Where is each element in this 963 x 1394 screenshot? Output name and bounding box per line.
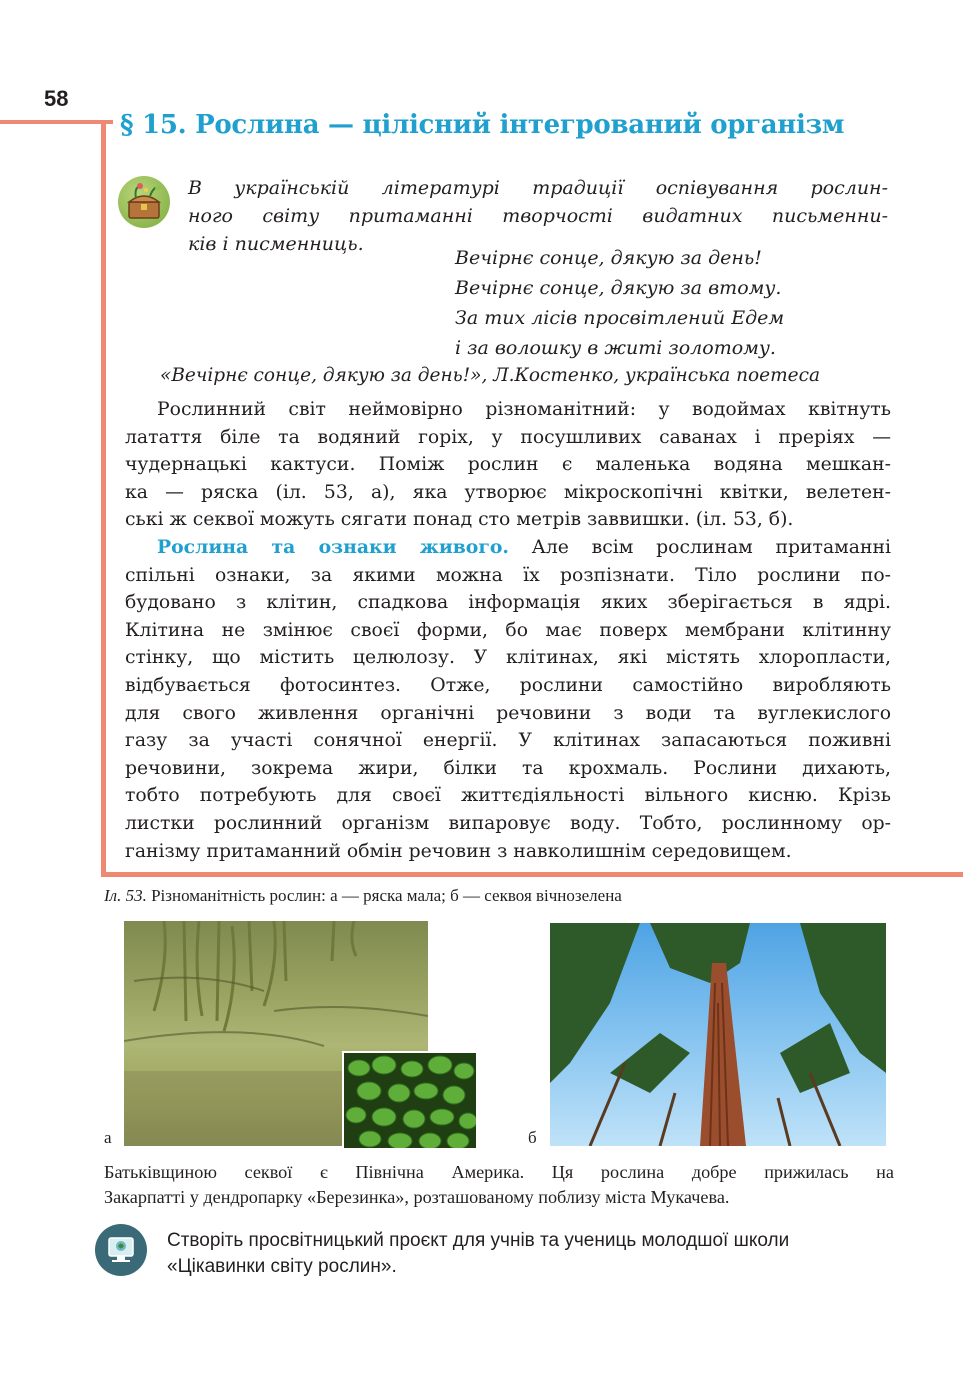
sequoia-note [104,1160,894,1210]
sequoia-photo [550,923,886,1146]
paragraph-line: ганізму притаманний обмін речовин з навколишнім середовищем. [125,840,792,862]
paragraph-line: стінку, що містить целюлозу. У клітинах, які містять хлоропласти, [125,647,891,669]
poem-line: Вечірнє сонце, дякую за втому. [455,277,782,299]
paragraph-line: будовано з клітин, спадкова інформація яких зберігається в ядрі. [125,592,891,614]
note-line: Батьківщиною секвої є Північна Америка. Ця рослина добре прижилась на [104,1162,894,1182]
task-line: Створіть просвітницький проєкт для учнів та учениць молодшої школи [167,1230,790,1251]
figure-caption-label: Іл. 53. [104,886,147,905]
paragraph-line: відбувається фотосинтез. Отже, рослини самостійно виробляють [125,674,891,696]
task-line: «Цікавинки світу рослин». [167,1256,397,1277]
poem [455,243,895,363]
treasure-chest-icon [118,176,170,228]
frame-top-rule [0,120,113,124]
paragraph-line: ка — ряска (іл. 53, а), яка утворює мікроскопічні квітки, велетен- [125,481,891,503]
paragraph-line: латаття біле та водяний горіх, у посушливих саванах і преріях — [125,426,891,448]
paragraph-line-rest: Але всім рослинам притаманні [508,536,891,558]
figure-caption-text: Різноманітність рослин: а — ряска мала; б — секвоя вічнозелена [146,886,622,905]
intro-line: В українській літературі традиції оспівування рослин- [188,177,888,199]
paragraph-line: ські ж секвої можуть сягати понад сто метрів заввишки. (іл. 53, б). [125,509,794,531]
section-title: § 15. Рослина — цілісний інтегрований організм [120,110,845,140]
intro-line: ного світу притаманні творчості видатних письменни- [188,205,888,227]
figure-label-a: а [104,1128,112,1147]
note-line: Закарпатті у дендропарку «Березинка», розташованому поблизу міста Мукачева. [104,1187,730,1207]
duckweed-closeup-photo [342,1051,478,1150]
subheading-living-signs: Рослина та ознаки живого. [157,535,509,558]
project-computer-icon [95,1224,147,1276]
intro-line: ків і писменниць. [188,233,364,255]
frame-bottom-rule [101,872,963,877]
paragraph-line: чудернацькі кактуси. Поміж рослин є маленька водяна мешкан- [125,454,891,476]
paragraph-line: спільні ознаки, за якими можна їх розпізнати. Тіло рослини по- [125,564,891,586]
poem-line: За тих лісів просвітлений Едем [455,307,785,329]
figure-caption [104,886,864,906]
paragraph-line [125,534,891,562]
paragraph-line: тобто потребують для своєї життєдіяльності вільного кисню. Крізь [125,785,891,807]
poem-line: Вечірнє сонце, дякую за день! [455,247,762,269]
paragraph-line: для свого живлення органічні речовини з води та вуглекислого [125,702,891,724]
paragraph-line: листки рослинний організм випаровує воду. Тобто, рослинному ор- [125,812,891,834]
page-number: 58 [44,86,69,111]
frame-left-rule [101,120,106,877]
project-task [167,1228,897,1280]
poem-attribution: «Вечірнє сонце, дякую за день!», Л.Костенко, українська поетеса [160,365,821,386]
paragraph-line: Рослинний світ неймовірно різноманітний: у водоймах квітнуть [157,399,891,420]
paragraph-line: газу за участі сонячної енергії. У клітинах запасаються поживні [125,730,891,752]
paragraph-line: речовини, зокрема жири, білки та крохмаль. Рослини дихають, [125,757,891,779]
poem-line: і за волошку в житі золотому. [455,337,776,359]
figure-label-b: б [528,1128,537,1147]
body-text [125,396,891,865]
paragraph-line: Клітина не змінює своєї форми, бо має поверх мембрани клітинну [125,619,891,641]
